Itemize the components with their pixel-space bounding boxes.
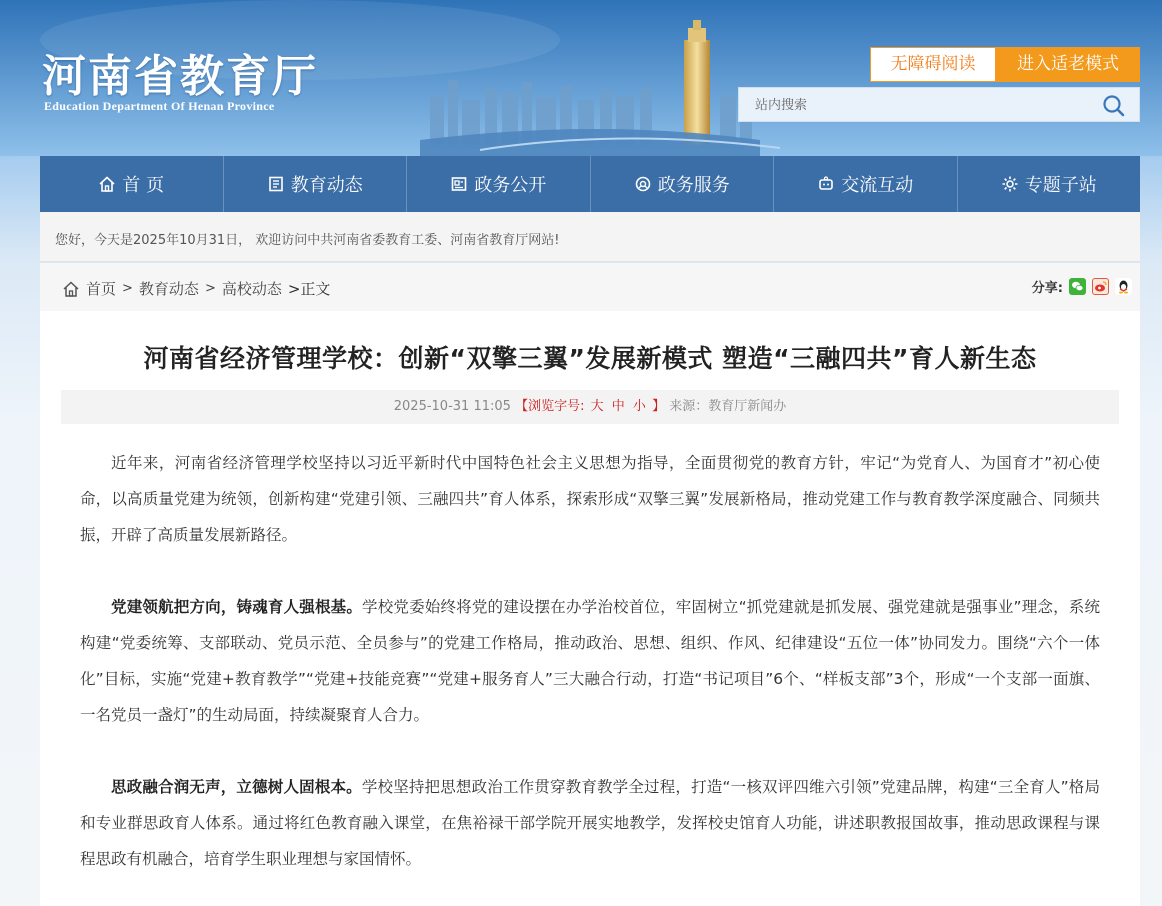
paragraph-lead: 党建领航把方向，铸魂育人强根基。 [111,598,363,616]
service-icon [634,175,652,193]
nav-item-label: 政务公开 [474,175,547,196]
font-size-suffix: 】 [652,399,666,414]
interaction-icon [817,175,835,193]
breadcrumb-home-link[interactable]: 首页 [86,280,117,298]
font-size-large-button[interactable]: 大 [590,399,604,414]
breadcrumb-university-news-link[interactable]: 高校动态 [221,280,282,298]
share-bar [1032,277,1132,296]
font-size-prefix: 【浏览字号: [515,399,585,414]
nav-item-home[interactable] [40,156,224,212]
nav-item-label: 教育动态 [290,175,363,196]
article-paragraph [80,445,1100,553]
paragraph-text: 近年来，河南省经济管理学校坚持以习近平新时代中国特色社会主义思想为指导，全面贯彻党的教育方针，牢记“为党育人、为国育才”初心使命，以高质量党建为统领，创新构建“党建引领、三融四共”育人体系，探索形成“双擎三翼”发展新格局，推动党建工作与教育教学深度融合、同频共振，开辟了高质量发展新路径。 [80,454,1100,544]
breadcrumb-current: >正文 [287,280,331,298]
site-logo-title: 河南省教育厅 [42,51,318,102]
welcome-bar [40,212,1140,262]
site-header [0,0,1162,156]
breadcrumb [62,278,330,299]
nav-item-government-affairs[interactable] [407,156,591,212]
breadcrumb-separator: > [204,281,216,296]
article-meta [61,390,1119,424]
article-body [80,445,1100,906]
paragraph-text: 学校坚持把思想政治工作贯穿教育教学全过程，打造“一核双评四维六引领”党建品牌，构建“三全育人”格局和专业群思政育人体系。通过将红色教育融入课堂，在焦裕禄干部学院开展实地教学，发挥校史馆育人功能，讲述职教报国故事，推动思政课程与课程思政有机融合，培育学生职业理想与家国情怀。 [80,778,1100,868]
breadcrumb-separator: > [122,281,133,296]
home-icon [62,280,80,298]
article-paragraph [80,769,1100,877]
site-search [738,87,1140,122]
article-title: 河南省经济管理学校：创新“双擎三翼”发展新模式 塑造“三融四共”育人新生态 [143,344,1037,373]
breadcrumb-education-news-link[interactable]: 教育动态 [138,280,199,298]
elder-mode-button[interactable]: 进入适老模式 [996,47,1140,82]
font-size-switcher [515,399,669,414]
search-input[interactable] [747,92,1087,118]
qq-icon[interactable] [1115,278,1132,295]
font-size-small-button[interactable]: 小 [632,399,646,414]
nav-item-label: 政务服务 [657,175,730,196]
nav-item-education-news[interactable] [224,156,408,212]
weibo-icon[interactable] [1092,278,1109,295]
gear-icon [1001,175,1019,193]
main-navigation [40,156,1140,212]
breadcrumb-bar [40,263,1140,311]
accessibility-reading-button[interactable]: 无障碍阅读 [870,47,996,82]
nav-item-label: 交流互动 [841,175,914,196]
nav-item-government-services[interactable] [591,156,775,212]
nav-item-label: 首 页 [122,175,165,196]
news-icon [267,175,285,193]
share-label: 分享: [1031,281,1063,296]
paragraph-text: 学校党委始终将党的建设摆在办学治校首位，牢固树立“抓党建就是抓发展、强党建就是强事业”理念，系统构建“党委统筹、支部联动、党员示范、全员参与”的党建工作格局，推动政治、思想、组织、作风、纪律建设“五位一体”协同发力。围绕“六个一体化”目标，实施“党建+教育教学”“党建+技能竞赛”“党建+服务育人”三大融合行动，打造“书记项目”6个、“样板支部”3个，形成“一个支部一面旗、一名党员一盏灯”的生动局面，持续凝聚育人合力。 [80,598,1100,724]
article-source: 来源：教育厅新闻办 [669,399,787,414]
font-size-medium-button[interactable]: 中 [611,399,625,414]
article-container [40,263,1140,906]
article-date: 2025-10-31 11:05 [393,399,511,414]
wechat-icon[interactable] [1069,278,1086,295]
nav-item-special-sites[interactable] [958,156,1141,212]
document-icon [450,175,468,193]
welcome-text: 您好，今天是2025年10月31日， 欢迎访问中共河南省委教育工委、河南省教育厅网站! [55,233,560,248]
paragraph-lead: 思政融合润无声，立德树人固根本。 [111,778,362,796]
home-icon [98,175,116,193]
site-logo-subtitle: Education Department Of Henan Province [44,99,275,113]
nav-item-interaction[interactable] [774,156,958,212]
nav-item-label: 专题子站 [1024,175,1097,196]
search-icon[interactable] [1101,93,1127,119]
article-paragraph [80,589,1100,733]
